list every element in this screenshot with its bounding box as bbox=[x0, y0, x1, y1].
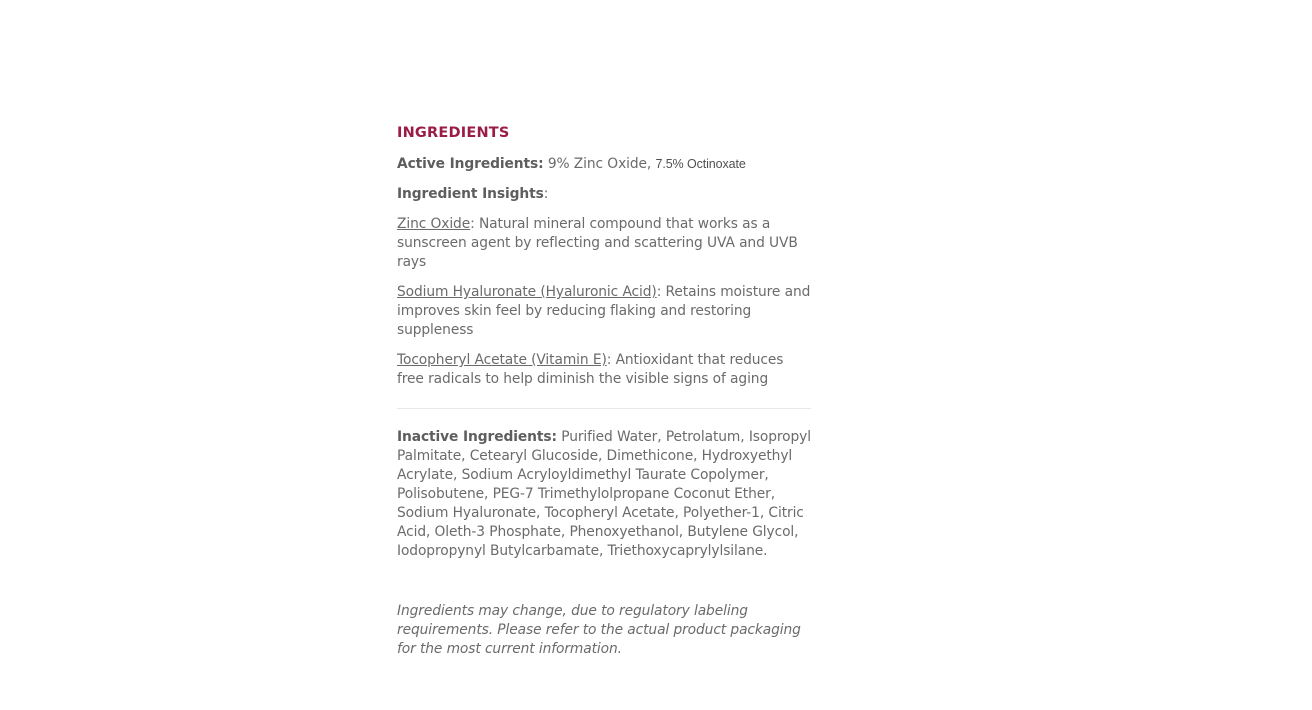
ingredient-insights bbox=[397, 185, 811, 204]
ingredient-insights-label: Ingredient Insights bbox=[397, 186, 544, 202]
ingredients-heading: INGREDIENTS bbox=[397, 125, 510, 141]
ingredients-panel bbox=[397, 123, 811, 659]
inactive-ingredients bbox=[397, 428, 811, 561]
active-ingredients-label: Active Ingredients: bbox=[397, 156, 544, 172]
ingredient-insights-colon: : bbox=[543, 186, 549, 202]
insight-desc-sodium-hyaluronate: : Retains moisture and improves skin feel by reducing flaking and restoring suppleness bbox=[397, 284, 811, 338]
insight-item-tocopheryl-acetate bbox=[397, 351, 811, 389]
inactive-ingredients-value: Purified Water, Petrolatum, Isopropyl Palmitate, Cetearyl Glucoside, Dimethicone, Hydroxyethyl Acrylate, Sodium Acryloyldimethyl Taurate Copolymer, Polisobutene, PEG-7 Trimethylolpropane Coconut Ether, Sodium Hyaluronate, Tocopheryl Acetate, Polyether-1, Citric Acid, Oleth-3 Phosphate, Phenoxyethanol, Butylene Glycol, Iodopropynyl Butylcarbamate, Triethoxycaprylylsilane. bbox=[397, 429, 811, 559]
insight-item-sodium-hyaluronate bbox=[397, 283, 811, 340]
insight-link-zinc-oxide[interactable]: Zinc Oxide bbox=[397, 216, 471, 232]
insight-link-tocopheryl-acetate[interactable]: Tocopheryl Acetate (Vitamin E) bbox=[397, 352, 607, 368]
active-ingredients-value: 9% Zinc Oxide, bbox=[543, 156, 656, 172]
regulatory-disclaimer: Ingredients may change, due to regulatory labeling requirements. Please refer to the actual product packaging for the most current information. bbox=[397, 603, 801, 657]
section-divider bbox=[397, 408, 811, 409]
insight-link-sodium-hyaluronate[interactable]: Sodium Hyaluronate (Hyaluronic Acid) bbox=[397, 284, 657, 300]
insight-item-zinc-oxide bbox=[397, 215, 811, 272]
active-ingredients-value-secondary: 7.5% Octinoxate bbox=[655, 157, 746, 171]
active-ingredients bbox=[397, 155, 811, 174]
inactive-ingredients-label: Inactive Ingredients: bbox=[397, 429, 557, 445]
insight-desc-zinc-oxide: : Natural mineral compound that works as a sunscreen agent by reflecting and scattering UVA and UVB rays bbox=[397, 216, 798, 270]
insight-desc-tocopheryl-acetate: : Antioxidant that reduces free radicals to help diminish the visible signs of aging bbox=[397, 352, 784, 387]
